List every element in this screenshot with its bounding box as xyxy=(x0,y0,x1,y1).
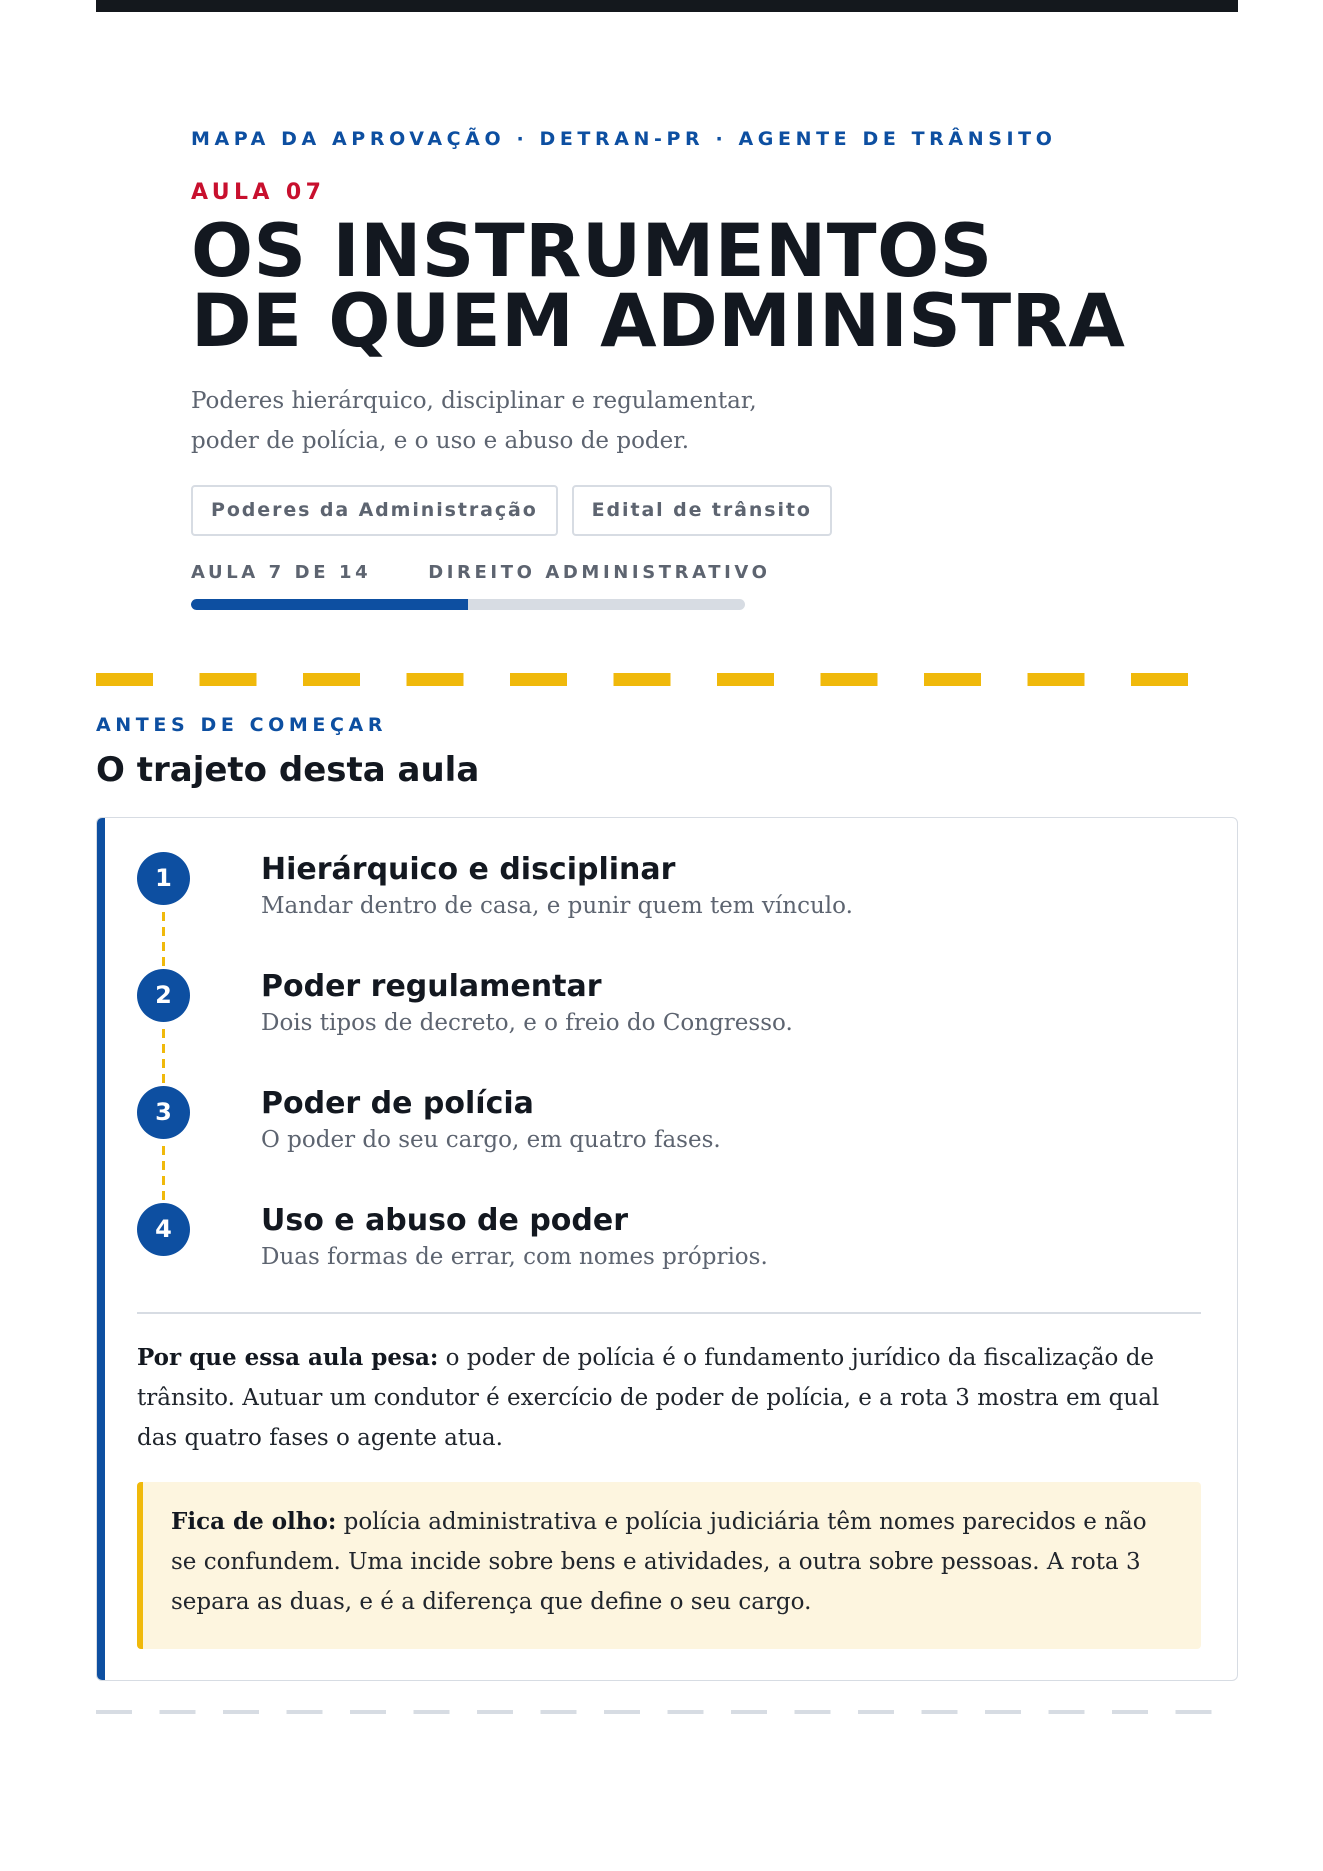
route-title: Uso e abuso de poder xyxy=(261,1203,629,1238)
tag-chip[interactable]: Edital de trânsito xyxy=(572,485,832,536)
section-divider xyxy=(96,673,1196,686)
divider-dash xyxy=(717,673,774,686)
footer-divider xyxy=(96,1710,1216,1715)
divider-dash xyxy=(160,1710,196,1714)
divider-dash xyxy=(96,1710,132,1714)
warning-callout xyxy=(137,1482,1201,1649)
divider-dash xyxy=(1131,673,1188,686)
divider-dash xyxy=(510,673,567,686)
card-accent-bar xyxy=(97,818,105,1680)
divider-dash xyxy=(407,673,464,686)
card-divider xyxy=(137,1312,1201,1314)
route-description: Mandar dentro de casa, e punir quem tem vínculo. xyxy=(261,893,853,919)
divider-dash xyxy=(922,1710,958,1714)
divider-dash xyxy=(795,1710,831,1714)
divider-dash xyxy=(414,1710,450,1714)
divider-dash xyxy=(541,1710,577,1714)
route-title: Hierárquico e disciplinar xyxy=(261,852,676,887)
divider-dash xyxy=(303,673,360,686)
lesson-number: AULA 07 xyxy=(191,180,326,205)
page-title xyxy=(191,209,1151,364)
divider-dash xyxy=(96,673,153,686)
divider-dash xyxy=(668,1710,704,1714)
page-subtitle: Poderes hierárquico, disciplinar e regulamentar, poder de polícia, e o uso e abuso de poder. xyxy=(191,388,757,454)
route-title: Poder de polícia xyxy=(261,1086,534,1121)
title-line-1: OS INSTRUMENTOS xyxy=(191,209,993,294)
divider-dash xyxy=(731,1710,767,1714)
divider-dash xyxy=(985,1710,1021,1714)
divider-dash xyxy=(223,1710,259,1714)
tag-list xyxy=(191,485,1151,536)
divider-dash xyxy=(1028,673,1085,686)
divider-dash xyxy=(1176,1710,1212,1714)
subject-label: DIREITO ADMINISTRATIVO xyxy=(428,562,771,583)
divider-dash xyxy=(477,1710,513,1714)
divider-dash xyxy=(200,673,257,686)
route-number-badge: 1 xyxy=(137,852,190,905)
section-kicker: ANTES DE COMEÇAR xyxy=(96,714,388,736)
why-text: o poder de polícia é o fundamento jurídico da fiscalização de trânsito. Autuar um condutor é exercício de poder de polícia, e a rota 3 mostra em qual das quatro fases o agente atua. xyxy=(137,1345,1160,1451)
route-title: Poder regulamentar xyxy=(261,969,602,1004)
route-description: Duas formas de errar, com nomes próprios. xyxy=(261,1244,768,1270)
section-header xyxy=(96,714,1238,790)
route-connector xyxy=(162,1146,165,1202)
divider-dash xyxy=(287,1710,323,1714)
route-number-badge: 4 xyxy=(137,1203,190,1256)
route-connector xyxy=(162,1029,165,1085)
divider-dash xyxy=(350,1710,386,1714)
route-connector xyxy=(162,912,165,968)
progress-meta xyxy=(191,562,1151,583)
top-bar xyxy=(96,0,1238,12)
route-number-badge: 3 xyxy=(137,1086,190,1139)
progress-label: AULA 7 DE 14 xyxy=(191,562,372,583)
divider-dash xyxy=(604,1710,640,1714)
divider-dash xyxy=(858,1710,894,1714)
route-description: O poder do seu cargo, em quatro fases. xyxy=(261,1127,721,1153)
callout-accent-bar xyxy=(137,1482,143,1649)
tag-chip[interactable]: Poderes da Administração xyxy=(191,485,558,536)
why-paragraph xyxy=(137,1338,1177,1458)
divider-dash xyxy=(1112,1710,1148,1714)
breadcrumb: MAPA DA APROVAÇÃO · DETRAN-PR · AGENTE DE TRÂNSITO xyxy=(191,128,1057,150)
progress-bar xyxy=(191,599,745,610)
warning-label: Fica de olho: xyxy=(171,1508,337,1535)
divider-dash xyxy=(821,673,878,686)
divider-dash xyxy=(614,673,671,686)
divider-dash xyxy=(1049,1710,1085,1714)
section-title: O trajeto desta aula xyxy=(96,750,480,790)
progress-bar-fill xyxy=(191,599,468,610)
title-line-2: DE QUEM ADMINISTRA xyxy=(191,279,1126,364)
route-number-badge: 2 xyxy=(137,969,190,1022)
why-label: Por que essa aula pesa: xyxy=(137,1344,439,1371)
divider-dash xyxy=(924,673,981,686)
lesson-route-card xyxy=(96,817,1238,1681)
route-description: Dois tipos de decreto, e o freio do Congresso. xyxy=(261,1010,793,1036)
lesson-header xyxy=(191,128,1151,610)
warning-text: polícia administrativa e polícia judiciária têm nomes parecidos e não se confundem. Uma incide sobre bens e atividades, a outra sobre pessoas. A rota 3 separa as duas, e é a diferença que define o seu cargo. xyxy=(171,1509,1147,1615)
